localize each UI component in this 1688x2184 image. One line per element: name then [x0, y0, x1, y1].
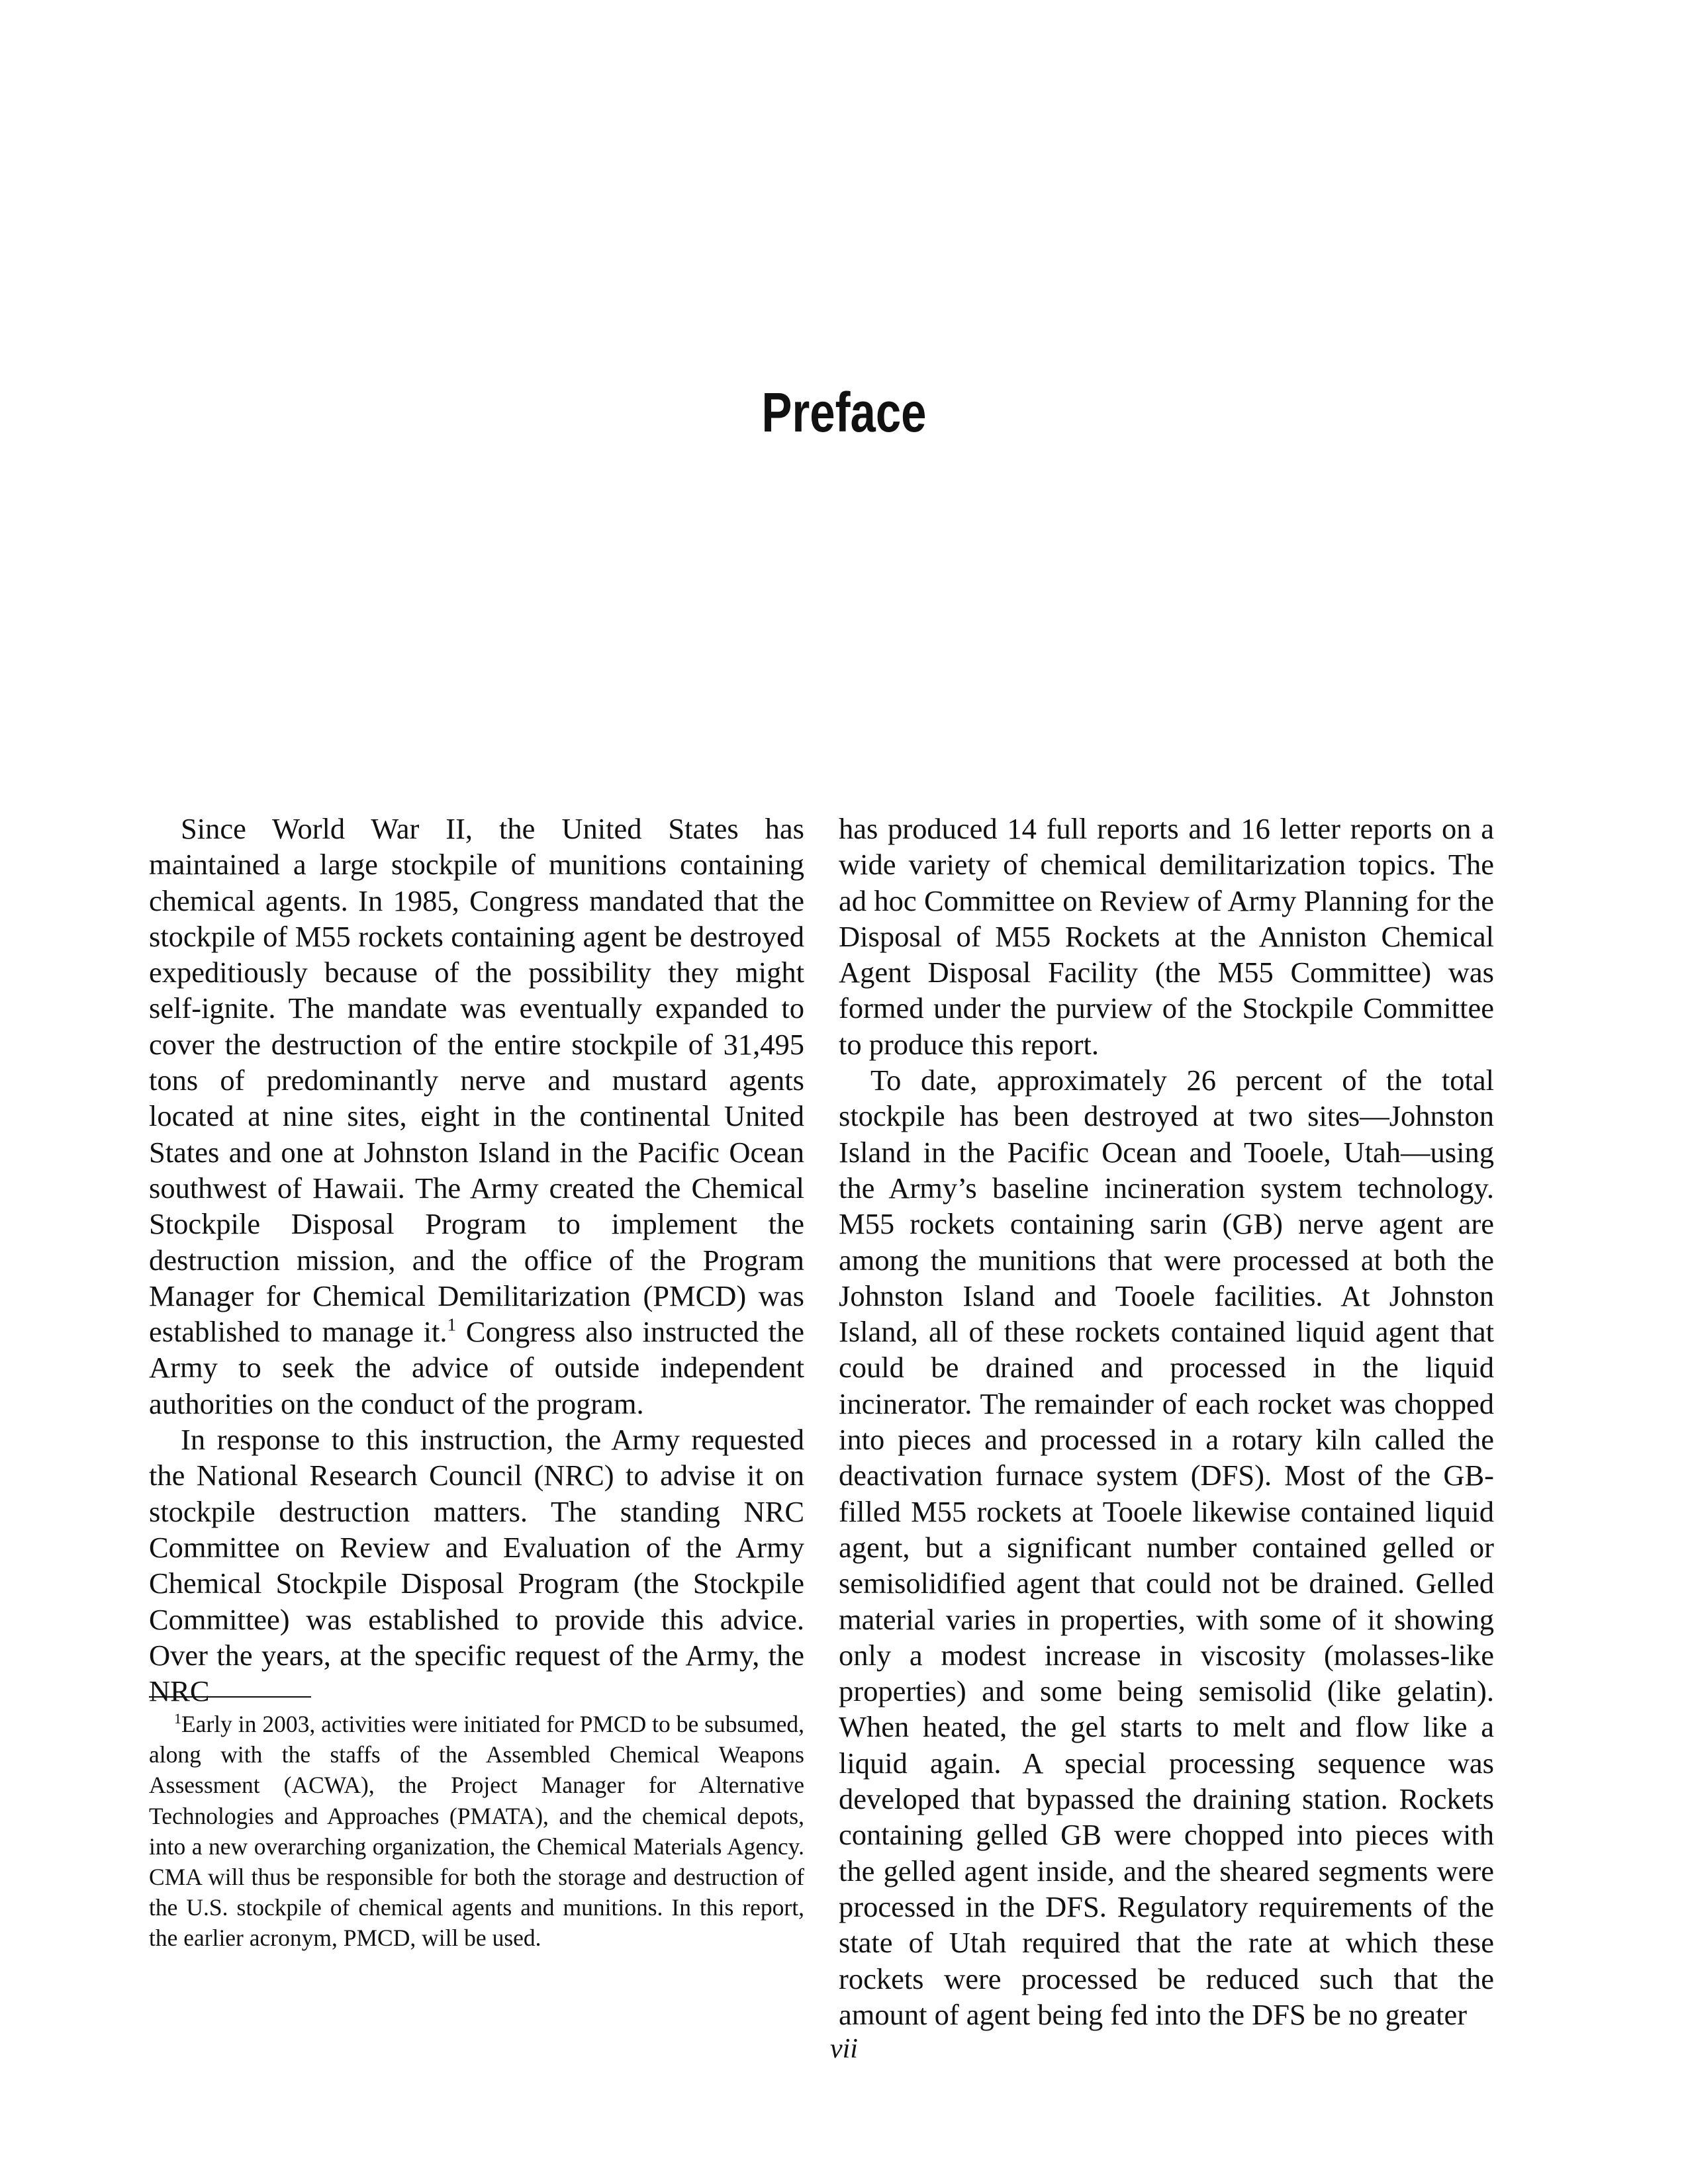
- paragraph-to-date: To date, approximately 26 percent of the total stockpile has been destroyed at two sites—Johnston Island in the Pacific Ocean and Tooele, Utah—using the Army’s baseline incineration system technology. M55 rockets containing sarin (GB) nerve agent are among the munitions that were processed at both the Johnston Island and Tooele facilities. At Johnston Island, all of these rockets contained liquid agent that could be drained and processed in the liquid incinerator. The remainder of each rocket was chopped into pieces and processed in a rotary kiln called the deactivation furnace system (DFS). Most of the GB-filled M55 rockets at Tooele likewise contained liquid agent, but a significant number contained gelled or semisolidified agent that could not be drained. Gelled material varies in properties, with some of it showing only a modest increase in viscosity (molasses-like properties) and some being semisolid (like gelatin). When heated, the gel starts to melt and flow like a liquid again. A special processing sequence was developed that bypassed the draining station. Rockets containing gelled GB were chopped into pieces with the gelled agent inside, and the sheared segments were processed in the DFS. Regulatory requirements of the state of Utah required that the rate at which these rockets were processed be reduced such that the amount of agent being fed into the DFS be no greater: [839, 1064, 1494, 2031]
- page-number: vii: [830, 2034, 858, 2064]
- paragraph-intro: [149, 811, 804, 1422]
- paragraph-intro-text: Since World War II, the United States has maintained a large stockpile of munitions containing chemical agents. In 1985, Congress mandated that the stockpile of M55 rockets containing agent be destroyed expeditiously because of the possibility they might self-ignite. The mandate was eventually expanded to cover the destruction of the entire stockpile of 31,495 tons of predominantly nerve and mustard agents located at nine sites, eight in the continental United States and one at Johnston Island in the Pacific Ocean southwest of Hawaii. The Army created the Chemical Stockpile Disposal Program to implement the destruction mission, and the office of the Program Manager for Chemical Demilitarization (PMCD) was established to manage it.: [149, 812, 804, 1349]
- footnote-reference: 1: [447, 1314, 457, 1335]
- right-column: [839, 811, 1494, 2032]
- page-title: Preface: [761, 381, 927, 443]
- footnote: [149, 1709, 804, 1954]
- left-column: [149, 811, 804, 1709]
- footnote-divider: [149, 1696, 311, 1698]
- footnote-marker: 1: [174, 1709, 181, 1727]
- paragraph-response: In response to this instruction, the Army requested the National Research Council (NRC) to advise it on stockpile destruction matters. The standing NRC Committee on Review and Evaluation of the Army Chemical Stockpile Disposal Program (the Stockpile Committee) was established to provide this advice. Over the years, at the specific request of the Army, the NRC: [149, 1423, 804, 1708]
- paragraph-response-continued: has produced 14 full reports and 16 letter reports on a wide variety of chemical demilitarization topics. The ad hoc Committee on Review of Army Planning for the Disposal of M55 Rockets at the Anniston Chemical Agent Disposal Facility (the M55 Committee) was formed under the purview of the Stockpile Committee to produce this report.: [839, 812, 1494, 1061]
- paragraph-intro-text-continued: Congress also instructed the Army to seek the advice of outside independent authorities on the conduct of the program.: [149, 1315, 804, 1420]
- footnote-text: Early in 2003, activities were initiated for PMCD to be subsumed, along with the staffs of the Assembled Chemical Weapons Assessment (ACWA), the Project Manager for Alternative Technologies and Approaches (PMATA), and the chemical depots, into a new overarching organization, the Chemical Materials Agency. CMA will thus be responsible for both the storage and destruction of the U.S. stockpile of chemical agents and munitions. In this report, the earlier acronym, PMCD, will be used.: [149, 1711, 804, 1952]
